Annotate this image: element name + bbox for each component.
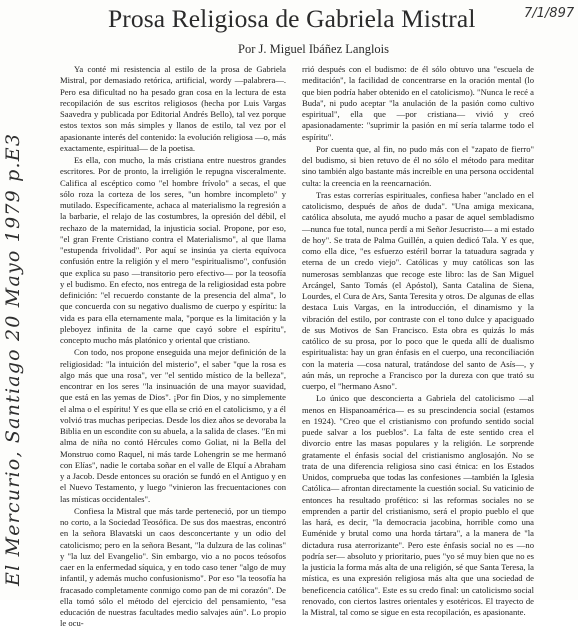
paragraph: Confiesa la Mistral que más tarde perteneció, por un tiempo no corto, a la Sociedad Teosófica. De sus dos maestras, encontró en la señora Blavatski un caos desconcertante y un odio del catolicismo; pero en la señora Besant, "la dulzura de las colinas" y "la luz del Evangelio". Sin embargo, vio a no pocos teósofos caer en la enfermedad síquica, y en todo caso tener "algo de muy infantil, y además mucho confusionismo". Por eso "la teosofía ha fracasado completamente conmigo como pan de mi corazón". De ella tomó sólo el método del ejercicio del pensamiento, "esa educación de nuestras facultades medio salvajes aún". Lo propio le ocu- (60, 505, 286, 629)
handwritten-reference-number: 7/1/897 (524, 6, 575, 21)
paragraph: Ya conté mi resistencia al estilo de la prosa de Gabriela Mistral, por demasiado retórica, artificial, wordy —palabrera—. Pero esa dificultad no ha pesado gran cosa en la lectura de esta recopilación de sus escritos religiosos (hecha por Luis Vargas Saavedra y publicada por Editorial Andrés Bello), tal vez porque estos textos son más simples y llanos de estilo, tal vez por el apasionante interés del contenido: la evolución religiosa —o, más exactamente, espiritual— de la poetisa. (60, 64, 286, 153)
article-byline: Por J. Miguel Ibáñez Langlois (238, 42, 390, 56)
paragraph: Con todo, nos propone enseguida una mejor definición de la religiosidad: "la intuición del misterio", el saber "que la rosa es algo más que una rosa", ver "el sentido místico de la belleza", encontrar en los seres "la insinuación de una mayor suavidad, que está en las yemas de Dios". ¡Por fin Dios, y no simplemente el alma o el espíritu! Y es que ella se crió en el catolicismo, y a él volvió tras muchas peripecias. Desde los diez años se devoraba la Biblia en un escondite con su abuela, a la salida de clases. "En mi alma de niña no contó Hércules como Goliat, ni la Bella del Monstruo como Raquel, ni más tarde Lohengrin se me hermanó con Elías", nadie le cortaba soñar en el valle de Elquí a Abraham y a Jacob. Desde entonces su oración se fundó en el Antiguo y en el Nuevo Testamento, y luego "vinieron las frecuentaciones con las místicas occidentales". (60, 347, 286, 504)
paragraph: Tras estas correrías espirituales, confiesa haber "anclado en el catolicismo, después de años de duda". "Una amiga mexicana, católica absoluta, me ayudó mucho a pasar de aquel sembladismo —nunca fue total, nunca perdí a mi Señor Jesucristo— a mi estado de hoy". Se trata de Palma Guillén, a quien dedicó Tala. Y es que, como ella dice, "es esfuerzo estéril borrar la tatuadura sagrada y eterna de un credo viejo". Católicas y muy católicas son las numerosas semblanzas que recoge este libro: las de San Miguel Arcángel, Santo Tomás (el Apóstol), Santa Catalina de Siena, Lourdes, el Cura de Ars, Santa Teresita y otros. De algunas de ellas destaca Luis Vargas, en la introducción, el dinamismo y la vibración del estilo, por contraste con el tono dulce y apaciguado de sus Motivos de San Francisco. Esta obra es quizás lo más católico de su prosa, por lo poco que le queda allí de dualismo espiritualista: hay un gran énfasis en el cuerpo, una reconciliación con la materia —cosa natural, tratándose del santo de Asís—, y aún más, un reproche a Francisco por la dureza con que trató su cuerpo, el "hermano Asno". (302, 189, 534, 391)
paragraph: Lo único que desconcierta a Gabriela del catolicismo —al menos en Hispanoamérica— es su prescindencia social (estamos en 1924). "Creo que el cristianismo con profundo sentido social puede salvar a los pueblos". La falta de este sentido crea el divorcio entre las masas populares y la religión. Le sorprende gratamente el énfasis social del cristianismo anglosajón. No se trata de una diferencia religiosa sino casi étnica: en los Estados Unidos, comprueba que todas las confesiones —también la Iglesia Católica— afrontan directamente la cuestión social. Su vaticinio de entonces ha resultado profético: si las reformas sociales no se emprenden a partir del cristianismo, será el propio pueblo el que las hará, es decir, "la democracia jacobina, horrible como una Euménide y brutal como una horda tártara", a la manera de "la dictadura rusa aterrorizante". Pero este énfasis social no es —no podría ser— absoluto y prioritario, pues "yo sé muy bien que no es la justicia la forma más alta de una religión, sé que Santa Teresa, la mística, es una expresión religiosa más alta que una sociedad de beneficencia católica". Este es su credo final: un catolicismo social renovado, con ciertos lastres orientales y esotéricos. El trayecto de la Mistral, tal como se sigue en esta recopilación, es apasionante. (302, 393, 534, 617)
paragraph: rrió después con el budismo: de él sólo obtuvo una "escuela de meditación", la facilidad de concentrarse en la oración mental (lo que bien podría haber obtenido en el catolicismo). "Nunca le recé a Buda", ni pudo aceptar "la anulación de la pasión como cultivo espiritual", ella que —por cristiana— vivió y creó apasionadamente: "suprimir la pasión en mí sería talarme todo el espíritu". (302, 64, 534, 142)
paragraph: Por cuenta que, al fin, no pudo más con el "zapato de fierro" del budismo, si bien retuvo de él no sólo el método para meditar sino también algo bastante más increíble en una persona occidental culta: la creencia en la reencarnación. (302, 143, 534, 188)
article-column-left (60, 64, 286, 629)
handwritten-source-note: El Mercurio, Santiago 20 Mayo 1979 p.E3 (2, 132, 24, 586)
paragraph: Es ella, con mucho, la más cristiana entre nuestros grandes escritores. Por de pronto, la irreligión le repugna visceralmente. Califica al escéptico como "el hombre frívolo" a secas, el que sólo roza la corteza de los seres, "un hombre incompleto" y mutilado. Específicamente, achaca al materialismo la regresión a la barbarie, el relajo de las costumbres, la opresión del débil, el rechazo de la maternidad, la injusticia social. Propone, por eso, "el gran Frente Cristiano contra el Materialismo", al que llama "estupenda frivolidad". Por aquí se insinúa ya cierta equívoca confusión entre la religión y el mero "espiritualismo", confusión que explica su paso —transitorio pero efectivo— por la teosofía y el budismo. En efecto, nos entrega de la religiosidad esta pobre definición: "el recuerdo constante de la presencia del alma", lo que concuerda con su negativo dualismo de cuerpo y espíritu: la vida es para ella eternamente mala, "porque es la limitación y la pleboyez infinita de la carne que cayó sobre el espíritu", concepto mucho más platónico y oriental que cristiano. (60, 155, 286, 345)
article-column-right (302, 64, 534, 617)
article-title: Prosa Religiosa de Gabriela Mistral (108, 4, 476, 33)
